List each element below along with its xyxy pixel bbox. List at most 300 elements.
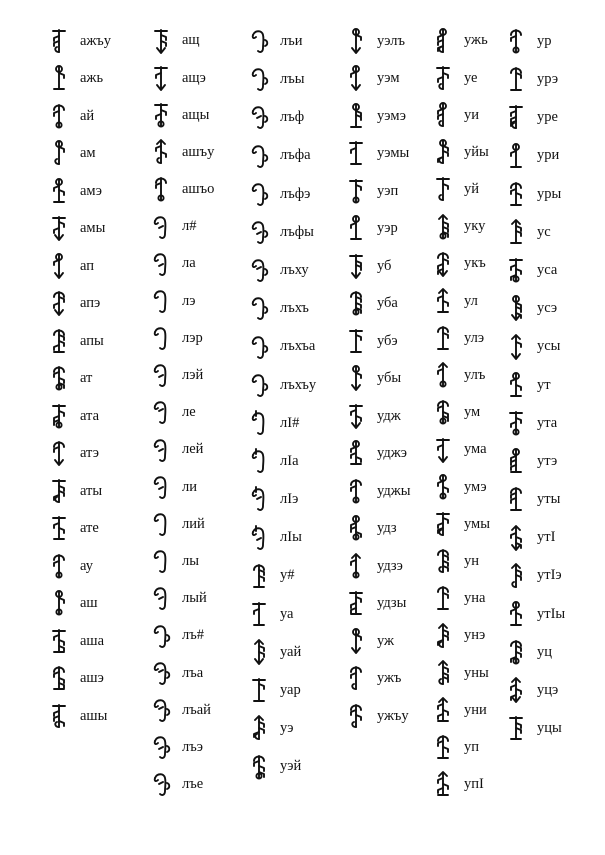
syllable-label: ажь — [80, 70, 104, 86]
script-glyph-icon — [150, 509, 172, 539]
script-glyph-icon — [48, 438, 70, 468]
syllable-label: лъхъу — [280, 376, 317, 393]
syllable-entry — [48, 697, 111, 735]
script-glyph-icon — [150, 174, 172, 204]
script-glyph-icon — [248, 217, 270, 247]
syllable-entry — [345, 397, 410, 435]
syllable-entry — [345, 360, 410, 398]
syllable-entry — [505, 175, 565, 213]
syllable-label: уэй — [280, 758, 302, 775]
syllable-entry — [248, 709, 316, 747]
syllable-label: уны — [464, 664, 489, 681]
syllable-label: ус — [537, 223, 551, 240]
syllable-entry — [432, 134, 490, 171]
script-glyph-icon — [505, 141, 527, 171]
script-glyph-icon — [505, 217, 527, 247]
syllable-entry — [345, 472, 410, 510]
syllable-label: уэмы — [377, 145, 410, 161]
syllable-label: уи — [464, 106, 480, 123]
syllable-entry — [150, 394, 214, 431]
syllable-label: уэп — [377, 182, 399, 199]
syllable-label: уку — [464, 218, 486, 235]
syllable-entry — [248, 175, 316, 213]
script-glyph-icon — [248, 293, 270, 323]
syllable-entry — [48, 97, 111, 135]
syllable-entry — [48, 60, 111, 98]
syllable-entry — [150, 766, 214, 803]
script-glyph-icon — [345, 326, 367, 356]
syllable-label: лI# — [280, 414, 300, 431]
script-glyph-icon — [432, 137, 454, 167]
script-glyph-icon — [345, 288, 367, 318]
syllable-entry — [48, 472, 111, 510]
script-glyph-icon — [248, 370, 270, 400]
script-glyph-icon — [432, 174, 454, 204]
syllable-label: убэ — [377, 332, 398, 349]
syllable-label: ужъ — [377, 670, 402, 686]
syllable-entry — [345, 585, 410, 623]
script-glyph-icon — [505, 64, 527, 94]
syllable-label: уэр — [377, 220, 398, 236]
syllable-column — [150, 22, 214, 803]
syllable-label: лIэ — [280, 491, 299, 508]
syllable-entry — [150, 580, 214, 617]
script-glyph-icon — [248, 713, 270, 743]
syllable-entry — [150, 245, 214, 282]
syllable-entry — [248, 633, 316, 671]
syllable-entry — [48, 547, 111, 585]
syllable-entry — [48, 322, 111, 360]
syllable-label: умэ — [464, 478, 487, 495]
syllable-entry — [432, 245, 490, 282]
syllable-entry — [248, 366, 316, 404]
script-glyph-icon — [48, 588, 70, 618]
script-glyph-icon — [505, 637, 527, 667]
script-glyph-icon — [345, 701, 367, 731]
syllable-label: ащэ — [182, 69, 206, 86]
syllable-label: лэ — [182, 292, 196, 309]
syllable-label: ащ — [182, 32, 200, 49]
script-glyph-icon — [248, 64, 270, 94]
syllable-entry — [150, 134, 214, 171]
script-glyph-icon — [345, 438, 367, 468]
syllable-label: лэй — [182, 367, 204, 384]
script-glyph-icon — [345, 63, 367, 93]
syllable-label: лъф — [280, 109, 305, 126]
script-glyph-icon — [432, 546, 454, 576]
syllable-label: уп — [464, 738, 480, 755]
script-glyph-icon — [48, 101, 70, 131]
script-glyph-icon — [150, 658, 172, 688]
script-glyph-icon — [505, 446, 527, 476]
syllable-entry — [150, 282, 214, 319]
syllable-entry — [150, 22, 214, 59]
syllable-label: утI — [537, 529, 556, 546]
syllable-entry — [150, 431, 214, 468]
script-glyph-icon — [432, 509, 454, 539]
syllable-entry — [48, 510, 111, 548]
syllable-label: лъы — [280, 71, 305, 88]
script-glyph-icon — [248, 675, 270, 705]
script-glyph-icon — [432, 769, 454, 799]
syllable-label: лъхъа — [280, 338, 316, 355]
script-glyph-icon — [505, 293, 527, 323]
syllable-entry — [150, 208, 214, 245]
script-glyph-icon — [150, 323, 172, 353]
syllable-entry — [432, 766, 490, 803]
syllable-label: лэр — [182, 329, 203, 346]
syllable-label: ашэ — [80, 670, 104, 686]
syllable-label: удж — [377, 407, 401, 424]
syllable-label: ажъу — [80, 32, 112, 49]
syllable-label: усэ — [537, 300, 558, 317]
script-glyph-icon — [248, 523, 270, 553]
syllable-label: ай — [80, 107, 95, 124]
syllable-label: лъхъ — [280, 300, 309, 317]
syllable-column — [345, 22, 410, 735]
script-glyph-icon — [48, 626, 70, 656]
syllable-entry — [48, 622, 111, 660]
syllable-entry — [505, 60, 565, 98]
syllable-label: уц — [537, 643, 553, 660]
syllable-entry — [345, 247, 410, 285]
syllable-entry — [150, 654, 214, 691]
syllable-entry — [248, 442, 316, 480]
syllable-entry — [505, 251, 565, 289]
syllable-label: амэ — [80, 182, 103, 199]
syllable-label: ле — [182, 404, 196, 421]
syllable-label: ури — [537, 147, 560, 164]
script-glyph-icon — [345, 588, 367, 618]
script-glyph-icon — [345, 513, 367, 543]
script-glyph-icon — [345, 626, 367, 656]
syllable-label: уцы — [537, 720, 562, 737]
syllable-label: упI — [464, 776, 484, 793]
syllable-label: уба — [377, 295, 398, 311]
script-glyph-icon — [248, 561, 270, 591]
syllable-entry — [432, 654, 490, 691]
script-glyph-icon — [432, 212, 454, 242]
syllable-label: ашы — [80, 707, 108, 724]
syllable-label: лъай — [182, 701, 211, 718]
script-glyph-icon — [432, 397, 454, 427]
syllable-entry — [248, 251, 316, 289]
script-glyph-icon — [505, 102, 527, 132]
syllable-entry — [505, 404, 565, 442]
syllable-entry — [150, 729, 214, 766]
syllable-column — [248, 22, 316, 786]
script-glyph-icon — [48, 176, 70, 206]
syllable-entry — [248, 98, 316, 136]
syllable-label: утIы — [537, 605, 566, 622]
script-glyph-icon — [150, 286, 172, 316]
syllable-entry — [432, 282, 490, 319]
syllable-label: уа — [280, 605, 294, 622]
syllable-entry — [248, 671, 316, 709]
script-glyph-icon — [48, 251, 70, 281]
syllable-entry — [48, 435, 111, 473]
syllable-label: ла — [182, 255, 196, 272]
syllable-entry — [248, 22, 316, 60]
script-glyph-icon — [248, 446, 270, 476]
script-glyph-icon — [505, 713, 527, 743]
syllable-entry — [432, 320, 490, 357]
script-glyph-icon — [345, 551, 367, 581]
script-glyph-icon — [150, 695, 172, 725]
script-glyph-icon — [432, 658, 454, 688]
syllable-label: лей — [182, 441, 204, 458]
syllable-entry — [48, 22, 111, 60]
syllable-label: лий — [182, 515, 205, 532]
syllable-entry — [150, 505, 214, 542]
script-glyph-icon — [432, 695, 454, 725]
script-glyph-icon — [248, 408, 270, 438]
syllable-entry — [150, 468, 214, 505]
syllable-label: ате — [80, 520, 99, 536]
script-glyph-icon — [150, 249, 172, 279]
syllable-entry — [432, 171, 490, 208]
syllable-entry — [505, 442, 565, 480]
syllable-label: ат — [80, 370, 93, 386]
script-glyph-icon — [432, 323, 454, 353]
syllable-label: аш — [80, 595, 98, 611]
syllable-label: усы — [537, 338, 561, 355]
syllable-label: уэмэ — [377, 107, 406, 124]
script-glyph-icon — [432, 63, 454, 93]
script-glyph-icon — [48, 213, 70, 243]
syllable-label: уар — [280, 682, 301, 699]
syllable-label: ума — [464, 441, 487, 458]
script-glyph-icon — [345, 401, 367, 431]
syllable-column — [48, 22, 111, 735]
syllable-label: лъху — [280, 261, 309, 278]
syllable-entry — [150, 617, 214, 654]
syllable-label: уджы — [377, 482, 411, 499]
syllable-entry — [150, 691, 214, 728]
syllable-label: уай — [280, 643, 302, 660]
syllable-entry — [432, 208, 490, 245]
syllable-entry — [248, 328, 316, 366]
script-glyph-icon — [48, 663, 70, 693]
syllable-entry — [432, 468, 490, 505]
syllable-entry — [248, 404, 316, 442]
syllable-label: утэ — [537, 452, 558, 469]
syllable-label: уе — [464, 69, 478, 86]
syllable-label: лIы — [280, 529, 302, 546]
syllable-label: уса — [537, 261, 558, 278]
script-glyph-icon — [505, 370, 527, 400]
script-glyph-icon — [150, 583, 172, 613]
syllable-entry — [248, 289, 316, 327]
syllable-label: ашъо — [182, 181, 215, 198]
script-glyph-icon — [505, 523, 527, 553]
syllable-entry — [248, 595, 316, 633]
syllable-entry — [505, 213, 565, 251]
syllable-label: унэ — [464, 627, 486, 644]
syllable-label: ам — [80, 145, 96, 161]
syllable-entry — [48, 135, 111, 173]
syllable-label: ата — [80, 407, 100, 424]
syllable-label: удзэ — [377, 557, 403, 574]
script-glyph-icon — [432, 472, 454, 502]
script-glyph-icon — [150, 212, 172, 242]
syllable-entry — [432, 691, 490, 728]
syllable-label: уры — [537, 185, 562, 202]
syllable-entry — [150, 171, 214, 208]
script-glyph-icon — [505, 408, 527, 438]
script-glyph-icon — [150, 769, 172, 799]
script-glyph-icon — [150, 435, 172, 465]
syllable-entry — [248, 213, 316, 251]
syllable-entry — [505, 137, 565, 175]
script-glyph-icon — [345, 213, 367, 243]
syllable-label: уй — [464, 181, 480, 198]
syllable-label: удзы — [377, 595, 407, 611]
syllable-entry — [432, 505, 490, 542]
script-glyph-icon — [432, 100, 454, 130]
syllable-label: ашъу — [182, 143, 215, 160]
syllable-entry — [248, 557, 316, 595]
syllable-label: уджэ — [377, 445, 407, 461]
script-glyph-icon — [150, 546, 172, 576]
syllable-entry — [432, 59, 490, 96]
script-glyph-icon — [505, 26, 527, 56]
script-glyph-icon — [150, 26, 172, 56]
script-glyph-icon — [432, 732, 454, 762]
syllable-label: уре — [537, 109, 558, 126]
script-glyph-icon — [248, 141, 270, 171]
script-glyph-icon — [432, 583, 454, 613]
syllable-entry — [345, 622, 410, 660]
script-glyph-icon — [345, 663, 367, 693]
syllable-entry — [505, 98, 565, 136]
syllable-entry — [432, 96, 490, 133]
syllable-entry — [48, 660, 111, 698]
syllable-entry — [48, 360, 111, 398]
syllable-entry — [505, 366, 565, 404]
syllable-label: лIа — [280, 452, 299, 469]
syllable-entry — [345, 285, 410, 323]
script-glyph-icon — [150, 137, 172, 167]
script-glyph-icon — [505, 332, 527, 362]
syllable-entry — [150, 96, 214, 133]
syllable-label: уйы — [464, 143, 489, 160]
syllable-entry — [432, 543, 490, 580]
script-glyph-icon — [432, 435, 454, 465]
script-glyph-icon — [48, 701, 70, 731]
syllable-label: утIэ — [537, 567, 562, 584]
syllable-entry — [505, 671, 565, 709]
syllable-label: лъе — [182, 776, 204, 793]
syllable-entry — [48, 247, 111, 285]
script-glyph-icon — [48, 63, 70, 93]
script-glyph-icon — [345, 251, 367, 281]
syllable-label: ащы — [182, 106, 210, 123]
syllable-entry — [505, 633, 565, 671]
syllable-label: аша — [80, 632, 105, 649]
syllable-label: лъ# — [182, 627, 204, 644]
syllable-entry — [345, 697, 410, 735]
script-glyph-icon — [248, 102, 270, 132]
syllable-entry — [48, 172, 111, 210]
syllable-label: ау — [80, 557, 93, 574]
syllable-entry — [505, 328, 565, 366]
syllable-label: уцэ — [537, 682, 559, 699]
script-glyph-icon — [345, 363, 367, 393]
syllable-entry — [505, 518, 565, 556]
syllable-entry — [248, 518, 316, 556]
script-glyph-icon — [248, 637, 270, 667]
syllable-label: лъи — [280, 32, 303, 49]
syllable-label: аты — [80, 482, 103, 499]
syllable-column — [505, 22, 565, 748]
script-glyph-icon — [150, 360, 172, 390]
syllable-entry — [432, 580, 490, 617]
script-glyph-icon — [248, 179, 270, 209]
syllable-entry — [248, 480, 316, 518]
syllable-entry — [432, 22, 490, 59]
syllable-label: умы — [464, 515, 490, 532]
syllable-label: у# — [280, 567, 295, 584]
syllable-entry — [432, 357, 490, 394]
syllable-label: укъ — [464, 255, 486, 272]
syllable-label: атэ — [80, 445, 99, 461]
syllable-label: ужъу — [377, 707, 409, 724]
script-glyph-icon — [345, 476, 367, 506]
syllable-entry — [345, 135, 410, 173]
script-glyph-icon — [345, 138, 367, 168]
syllable-label: уб — [377, 257, 392, 274]
script-glyph-icon — [150, 63, 172, 93]
syllable-entry — [150, 59, 214, 96]
script-glyph-icon — [48, 363, 70, 393]
syllable-label: ап — [80, 257, 95, 274]
syllable-label: уты — [537, 491, 561, 508]
syllable-entry — [48, 285, 111, 323]
syllable-entry — [150, 357, 214, 394]
syllable-entry — [345, 97, 410, 135]
syllable-entry — [505, 289, 565, 327]
script-glyph-icon — [248, 26, 270, 56]
syllable-label: ута — [537, 414, 558, 431]
syllable-entry — [505, 557, 565, 595]
syllable-label: лъэ — [182, 738, 203, 755]
syllable-entry — [345, 210, 410, 248]
syllable-label: ул — [464, 292, 478, 309]
syllable-label: лъа — [182, 664, 204, 681]
script-glyph-icon — [505, 484, 527, 514]
syllable-entry — [248, 748, 316, 786]
script-glyph-icon — [248, 255, 270, 285]
syllable-entry — [345, 322, 410, 360]
syllable-label: ут — [537, 376, 551, 393]
syllable-label: лъфэ — [280, 185, 311, 202]
syllable-entry — [505, 595, 565, 633]
syllable-label: ли — [182, 478, 197, 495]
syllable-entry — [248, 60, 316, 98]
script-glyph-icon — [48, 138, 70, 168]
syllable-entry — [432, 431, 490, 468]
syllable-label: уэлъ — [377, 32, 405, 49]
script-glyph-icon — [505, 179, 527, 209]
syllable-label: апэ — [80, 295, 101, 311]
script-glyph-icon — [150, 472, 172, 502]
syllable-label: улэ — [464, 329, 485, 346]
script-glyph-icon — [248, 484, 270, 514]
script-glyph-icon — [48, 326, 70, 356]
syllable-entry — [248, 137, 316, 175]
syllable-entry — [345, 660, 410, 698]
